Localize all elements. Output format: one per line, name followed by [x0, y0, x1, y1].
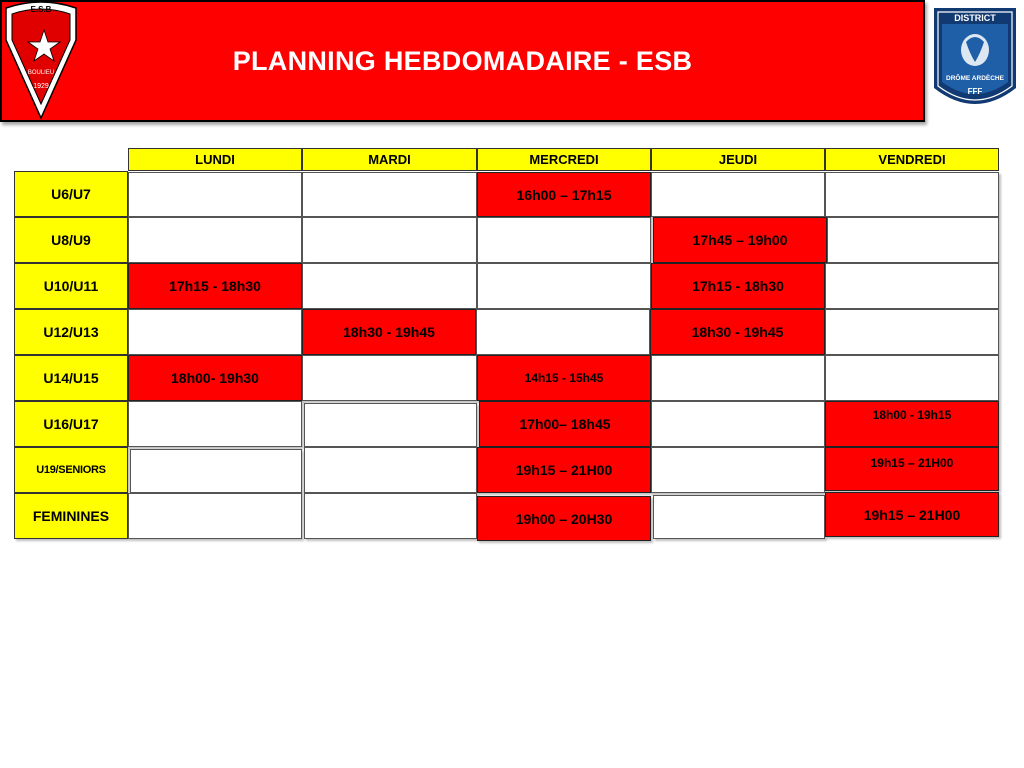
slot-u8-u9-mardi: [302, 217, 477, 263]
slot-u19-seniors-jeudi: [651, 447, 825, 493]
district-logo-fff: FFF: [967, 87, 983, 96]
district-logo-region: DRÔME ARDÈCHE: [946, 75, 1004, 82]
slot-u8-u9-vendredi: [827, 217, 999, 263]
slot-u8-u9-jeudi: 17h45 – 19h00: [653, 217, 827, 263]
slot-u19-seniors-mercredi: 19h15 – 21H00: [477, 447, 651, 493]
slot-u14-u15-mercredi: 14h15 - 15h45: [477, 355, 651, 401]
slot-u8-u9-lundi: [128, 217, 302, 263]
slot-u6-u7-vendredi: [825, 172, 999, 217]
slot-u19-seniors-lundi: [130, 449, 302, 493]
slot-u10-u11-mercredi: [477, 263, 651, 309]
esb-logo-year: 1929: [33, 83, 49, 90]
slot-u6-u7-mercredi: 16h00 – 17h15: [477, 172, 651, 217]
slot-u14-u15-jeudi: [651, 355, 825, 401]
day-header-jeudi: JEUDI: [651, 148, 825, 171]
row-label-u19-seniors: U19/SENIORS: [14, 447, 128, 493]
slot-u16-u17-mercredi: 17h00– 18h45: [479, 401, 651, 447]
slot-feminines-mercredi: 19h00 – 20H30: [477, 496, 651, 541]
slot-u12-u13-jeudi: 18h30 - 19h45: [650, 309, 825, 355]
esb-club-logo: [2, 0, 80, 122]
slot-u8-u9-mercredi: [477, 217, 651, 263]
slot-u16-u17-mardi: [304, 403, 477, 447]
day-header-lundi: LUNDI: [128, 148, 302, 171]
slot-u16-u17-vendredi: 18h00 - 19h15: [825, 401, 999, 447]
slot-u14-u15-lundi: 18h00- 19h30: [128, 355, 302, 401]
slot-u10-u11-lundi: 17h15 - 18h30: [128, 263, 302, 309]
slot-u6-u7-lundi: [128, 172, 302, 217]
esb-logo-initials: E.S.B: [30, 5, 52, 14]
slot-u12-u13-lundi: [128, 309, 302, 355]
title-banner: [0, 0, 925, 122]
slot-u12-u13-vendredi: [825, 309, 999, 355]
slot-u12-u13-mardi: 18h30 - 19h45: [302, 309, 476, 355]
row-label-feminines: FEMININES: [14, 493, 128, 539]
slot-feminines-vendredi: 19h15 – 21H00: [825, 492, 999, 537]
slot-feminines-mardi: [304, 493, 477, 539]
slot-u6-u7-jeudi: [651, 172, 825, 217]
row-label-u6-u7: U6/U7: [14, 171, 128, 217]
slot-u14-u15-mardi: [302, 355, 477, 401]
slot-feminines-jeudi: [653, 495, 825, 539]
slot-u10-u11-vendredi: [825, 263, 999, 309]
page-title: PLANNING HEBDOMADAIRE - ESB: [232, 46, 693, 76]
district-logo-title: DISTRICT: [954, 13, 996, 23]
slot-u10-u11-mardi: [302, 263, 477, 309]
slot-u14-u15-vendredi: [825, 355, 999, 401]
row-label-u10-u11: U10/U11: [14, 263, 128, 309]
slot-u12-u13-mercredi: [476, 309, 650, 355]
slot-u16-u17-jeudi: [651, 401, 825, 447]
esb-logo-town: BOULIEU: [27, 70, 55, 76]
slot-u19-seniors-vendredi: 19h15 – 21H00: [825, 447, 999, 491]
day-header-mardi: MARDI: [302, 148, 477, 171]
slot-u6-u7-mardi: [302, 172, 477, 217]
day-header-vendredi: VENDREDI: [825, 148, 999, 171]
row-label-u14-u15: U14/U15: [14, 355, 128, 401]
slot-feminines-lundi: [128, 493, 302, 539]
row-label-u8-u9: U8/U9: [14, 217, 128, 263]
row-label-u16-u17: U16/U17: [14, 401, 128, 447]
slot-u10-u11-jeudi: 17h15 - 18h30: [651, 263, 825, 309]
row-label-u12-u13: U12/U13: [14, 309, 128, 355]
day-header-mercredi: MERCREDI: [477, 148, 651, 171]
slot-u16-u17-lundi: [128, 401, 302, 447]
slot-u19-seniors-mardi: [304, 447, 477, 493]
district-logo: [930, 2, 1020, 122]
